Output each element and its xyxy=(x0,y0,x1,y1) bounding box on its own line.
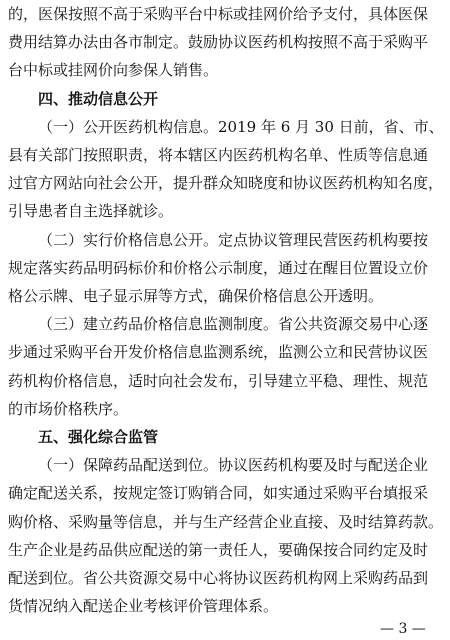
body-text-line: 规定落实药品明码标价和价格公示制度，通过在醒目位置设立价 xyxy=(8,258,429,277)
body-text-line: 药机构价格信息，适时向社会发布，引导建立平稳、理性、规范 xyxy=(8,371,429,390)
section-heading-4: 四、推动信息公开 xyxy=(38,89,159,108)
section-heading-5: 五、强化综合监管 xyxy=(38,428,159,446)
body-text-line: 的，医保按照不高于采购平台中标或挂网价给予支付，具体医保 xyxy=(8,5,429,23)
body-text-line: 的市场价格秩序。 xyxy=(8,399,129,418)
body-text-line: 生产企业是药品供应配送的第一责任人，要确保按合同约定及时 xyxy=(8,540,429,559)
body-text-line-last: 货情况纳入配送企业考核评价管理体系。 xyxy=(8,597,279,616)
body-text-line: 引导患者自主选择就诊。 xyxy=(8,202,174,221)
body-text-line: 配送到位。省公共资源交易中心将协议医药机构网上采购药品到 xyxy=(8,569,429,587)
body-text-line: （一）公开医药机构信息。2019 年 6 月 30 日前，省、市、 xyxy=(38,117,444,136)
body-text-line: 确定配送关系，按规定签订购销合同，如实通过采购平台填报采 xyxy=(8,484,429,503)
body-text-line: （一）保障药品配送到位。协议医药机构要及时与配送企业 xyxy=(38,456,429,475)
page-number: — 3 — xyxy=(380,621,426,637)
body-text-line: 购价格、采购量等信息，并与生产经营企业直接、及时结算药款。 xyxy=(8,512,444,531)
body-text-line: （三）建立药品价格信息监测制度。省公共资源交易中心逐 xyxy=(38,315,429,334)
body-text-line: 格公示牌、电子显示屏等方式，确保价格信息公开透明。 xyxy=(8,287,384,305)
body-text-line: 费用结算办法由各市制定。鼓励协议医药机构按照不高于采购平 xyxy=(8,33,429,52)
body-text-line: 过官方网站向社会公开，提升群众知晓度和协议医药机构知名度， xyxy=(8,174,444,193)
body-text-line: （二）实行价格信息公开。定点协议管理民营医药机构要按 xyxy=(38,230,429,249)
body-text-line: 步通过采购平台开发价格信息监测系统，监测公立和民营协议医 xyxy=(8,343,429,362)
body-text-line: 县有关部门按照职责，将本辖区内医药机构名单、性质等信息通 xyxy=(8,146,429,164)
body-text-line: 台中标或挂网价向参保人销售。 xyxy=(8,61,219,80)
